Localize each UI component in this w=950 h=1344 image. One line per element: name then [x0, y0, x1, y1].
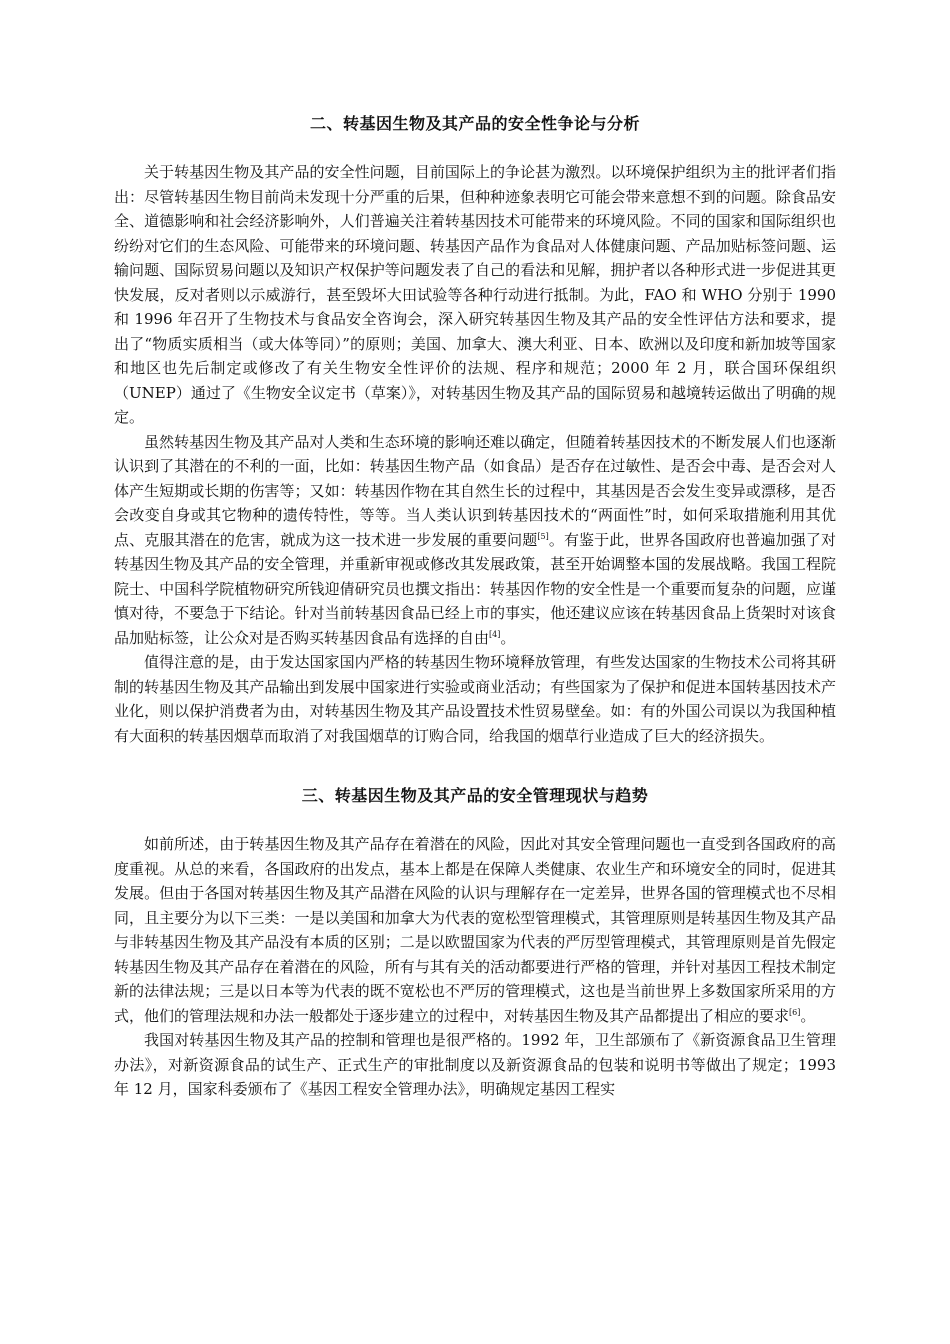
body-paragraph: [114, 832, 836, 1028]
paragraph-text: 虽然转基因生物及其产品对人类和生态环境的影响还难以确定，但随着转基因技术的不断发展人们也逐渐认识到了其潜在的不利的一面，比如：转基因生物产品（如食品）是否存在过敏性、是否会中毒、是否会对人体产生短期或长期的伤害等；又如：转基因作物在其自然生长的过程中，其基因是否会发生变异或漂移，是否会改变自身或其它物种的遗传特性，等等。当人类认识到转基因技术的“两面性”时，如何采取措施利用其优点、克服其潜在的危害，就成为这一技术进一步发展的重要问题: [114, 432, 836, 549]
paragraph-text: 。: [800, 1006, 816, 1025]
citation-ref: [5]: [537, 531, 549, 541]
body-paragraph: 我国对转基因生物及其产品的控制和管理也是很严格的。1992 年，卫生部颁布了《新资源食品卫生管理办法》，对新资源食品的试生产、正式生产的审批制度以及新资源食品的包装和说明书等做出了规定；1993 年 12 月，国家科委颁布了《基因工程安全管理办法》，明确规定基因工程实: [114, 1031, 836, 1098]
section-heading: 三、转基因生物及其产品的安全管理现状与趋势: [301, 786, 649, 805]
paragraph-text: 。: [500, 628, 516, 647]
body-paragraph: 关于转基因生物及其产品的安全性问题，目前国际上的争论甚为激烈。以环境保护组织为主的批评者们指出：尽管转基因生物目前尚未发现十分严重的后果，但种种迹象表明它可能会带来意想不到的问题。除食品安全、道德影响和社会经济影响外，人们普遍关注着转基因技术可能带来的环境风险。不同的国家和国际组织也纷纷对它们的生态风险、可能带来的环境问题、转基因产品作为食品对人体健康问题、产品加贴标签问题、运输问题、国际贸易问题以及知识产权保护等问题发表了自己的看法和见解，拥护者以各种形式进一步促进其更快发展，反对者则以示威游行，甚至毁坏大田试验等各种行动进行抵制。为此，FAO 和 WHO 分别于 1990 和 1996 年召开了生物技术与食品安全咨询会，深入研究转基因生物及其产品的安全性评估方法和要求，提出了“物质实质相当（或大体等同）”的原则；美国、加拿大、澳大利亚、日本、欧洲以及印度和新加坡等国家和地区也先后制定或修改了有关生物安全性评价的法规、程序和规范；2000 年 2 月，联合国环保组织（UNEP）通过了《生物安全议定书（草案）》，对转基因生物及其产品的国际贸易和越境转运做出了明确的规定。: [114, 163, 836, 426]
body-paragraph: [114, 430, 836, 651]
paragraph-text: 如前所述，由于转基因生物及其产品存在着潜在的风险，因此对其安全管理问题也一直受到各国政府的高度重视。从总的来看，各国政府的出发点，基本上都是在保障人类健康、农业生产和环境安全的同时，促进其发展。但由于各国对转基因生物及其产品潜在风险的认识与理解存在一定差异，世界各国的管理模式也不尽相同，且主要分为以下三类：一是以美国和加拿大为代表的宽松型管理模式，其管理原则是转基因生物及其产品与非转基因生物及其产品没有本质的区别；二是以欧盟国家为代表的严厉型管理模式，其管理原则是首先假定转基因生物及其产品存在着潜在的风险，所有与其有关的活动都要进行严格的管理，并针对基因工程技术制定新的法律法规；三是以日本等为代表的既不宽松也不严厉的管理模式，这也是当前世界上多数国家所采用的方式，他们的管理法规和办法一般都处于逐步建立的过程中，对转基因生物及其产品都提出了相应的要求: [114, 835, 836, 1025]
section-heading: 二、转基因生物及其产品的安全性争论与分析: [309, 114, 640, 133]
citation-ref: [6]: [789, 1007, 801, 1017]
body-paragraph: 值得注意的是，由于发达国家国内严格的转基因生物环境释放管理，有些发达国家的生物技术公司将其研制的转基因生物及其产品输出到发展中国家进行实验或商业活动；有些国家为了保护和促进本国转基因技术产业化，则以保护消费者为由，对转基因生物及其产品设置技术性贸易壁垒。如：有的外国公司误以为我国种植有大面积的转基因烟草而取消了对我国烟草的订购合同，给我国的烟草行业造成了巨大的经济损失。: [114, 653, 836, 745]
paragraph-text: 。有鉴于此，世界各国政府也普遍加强了对转基因生物及其产品的安全管理，并重新审视或修改其发展政策，甚至开始调整本国的发展战略。我国工程院院士、中国科学院植物研究所钱迎倩研究员也撰文指出：转基因作物的安全性是一个重要而复杂的问题，应谨慎对待，不要急于下结论。针对当前转基因食品已经上市的事实，他还建议应该在转基因食品上货架时对该食品加贴标签，让公众对是否购买转基因食品有选择的自由: [114, 530, 836, 647]
document-page: [114, 112, 836, 1102]
citation-ref: [4]: [489, 629, 501, 639]
